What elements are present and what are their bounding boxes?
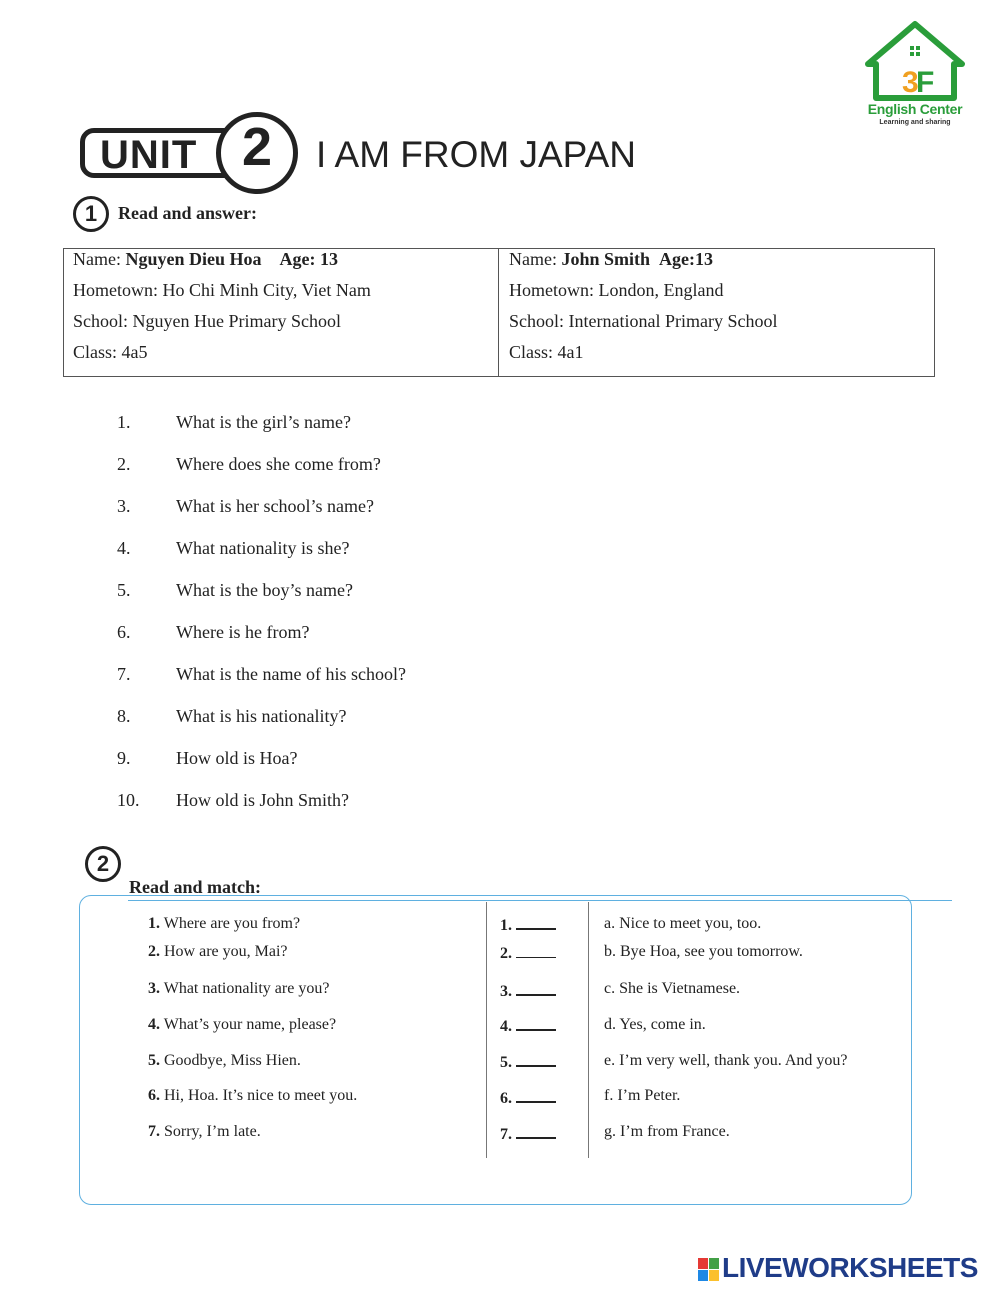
match-option: b. Bye Hoa, see you tomorrow. <box>604 943 803 960</box>
answer-blank-7[interactable]: 7. <box>500 1125 556 1144</box>
question-text: How old is John Smith? <box>176 790 350 810</box>
profile-name: Nguyen Dieu Hoa <box>125 249 262 269</box>
question-number: 2. <box>117 454 131 474</box>
question-text: What is her school’s name? <box>176 496 374 516</box>
answer-blank-2[interactable]: 2. <box>500 945 556 963</box>
match-question: 2. How are you, Mai? <box>148 943 288 960</box>
question-text: How old is Hoa? <box>176 748 298 768</box>
answer-blank-5[interactable]: 5. <box>500 1053 556 1072</box>
profile-age: Age: 13 <box>279 249 338 269</box>
profile-right <box>509 244 777 368</box>
profile-school: School: Nguyen Hue Primary School <box>73 311 341 331</box>
match-option: a. Nice to meet you, too. <box>604 915 762 932</box>
match-question: 1. Where are you from? <box>148 915 301 932</box>
question-number: 5. <box>117 580 131 600</box>
match-question: 7. Sorry, I’m late. <box>148 1123 261 1140</box>
profile-age: Age:13 <box>659 249 714 269</box>
section2-number: 2 <box>96 851 110 876</box>
svg-text:F: F <box>916 66 935 99</box>
unit-title: I AM FROM JAPAN <box>316 134 637 175</box>
logo-name: English Center <box>867 101 963 117</box>
match-question: 4. What’s your name, please? <box>148 1016 337 1033</box>
question-text: What is the boy’s name? <box>176 580 353 600</box>
answer-blank-1[interactable]: 1. <box>500 916 556 935</box>
answer-blank-4[interactable]: 4. <box>500 1017 556 1036</box>
unit-number: 2 <box>241 117 273 177</box>
profile-hometown: Hometown: London, England <box>509 280 724 300</box>
profile-hometown: Hometown: Ho Chi Minh City, Viet Nam <box>73 280 371 300</box>
question-number: 9. <box>117 748 131 768</box>
profile-left <box>73 244 371 368</box>
section2-title: Read and match: <box>129 877 262 897</box>
name-label: Name: <box>73 249 126 269</box>
question-number: 3. <box>117 496 131 516</box>
match-question: 6. Hi, Hoa. It’s nice to meet you. <box>148 1087 358 1104</box>
match-box <box>79 895 912 1205</box>
question-text: What is his nationality? <box>176 706 347 726</box>
match-option: d. Yes, come in. <box>604 1016 706 1033</box>
match-option: g. I’m from France. <box>604 1123 730 1140</box>
match-option: c. She is Vietnamese. <box>604 980 741 997</box>
match-column-divider <box>486 902 487 1158</box>
question-text: Where is he from? <box>176 622 310 642</box>
profile-name: John Smith <box>561 249 651 269</box>
question-number: 6. <box>117 622 131 642</box>
liveworksheets-brand: LIVEWORKSHEETS <box>722 1252 978 1283</box>
question-number: 7. <box>117 664 131 684</box>
profile-table-divider <box>498 248 499 377</box>
question-text: Where does she come from? <box>176 454 381 474</box>
question-text: What is the name of his school? <box>176 664 406 684</box>
question-number: 4. <box>117 538 131 558</box>
logo-tagline: Learning and sharing <box>879 119 951 126</box>
match-option: e. I’m very well, thank you. And you? <box>604 1052 848 1069</box>
answer-blank-3[interactable]: 3. <box>500 982 556 1001</box>
question-text: What is the girl’s name? <box>176 412 351 432</box>
question-number: 8. <box>117 706 131 726</box>
match-option: f. I’m Peter. <box>604 1087 681 1104</box>
name-label: Name: <box>509 249 562 269</box>
match-column-divider <box>588 902 589 1158</box>
section1-number: 1 <box>84 201 98 226</box>
match-question: 5. Goodbye, Miss Hien. <box>148 1052 301 1069</box>
section1-title: Read and answer: <box>118 203 258 223</box>
match-question: 3. What nationality are you? <box>148 980 330 997</box>
answer-blank-6[interactable]: 6. <box>500 1089 556 1108</box>
profile-school: School: International Primary School <box>509 311 778 331</box>
question-number: 10. <box>117 790 140 810</box>
unit-word: UNIT <box>100 133 198 177</box>
question-number: 1. <box>117 412 131 432</box>
question-text: What nationality is she? <box>176 538 350 558</box>
profile-class: Class: 4a5 <box>73 342 148 362</box>
svg-text:3: 3 <box>902 66 919 99</box>
profile-class: Class: 4a1 <box>509 342 584 362</box>
liveworksheets-icon <box>698 1258 720 1282</box>
